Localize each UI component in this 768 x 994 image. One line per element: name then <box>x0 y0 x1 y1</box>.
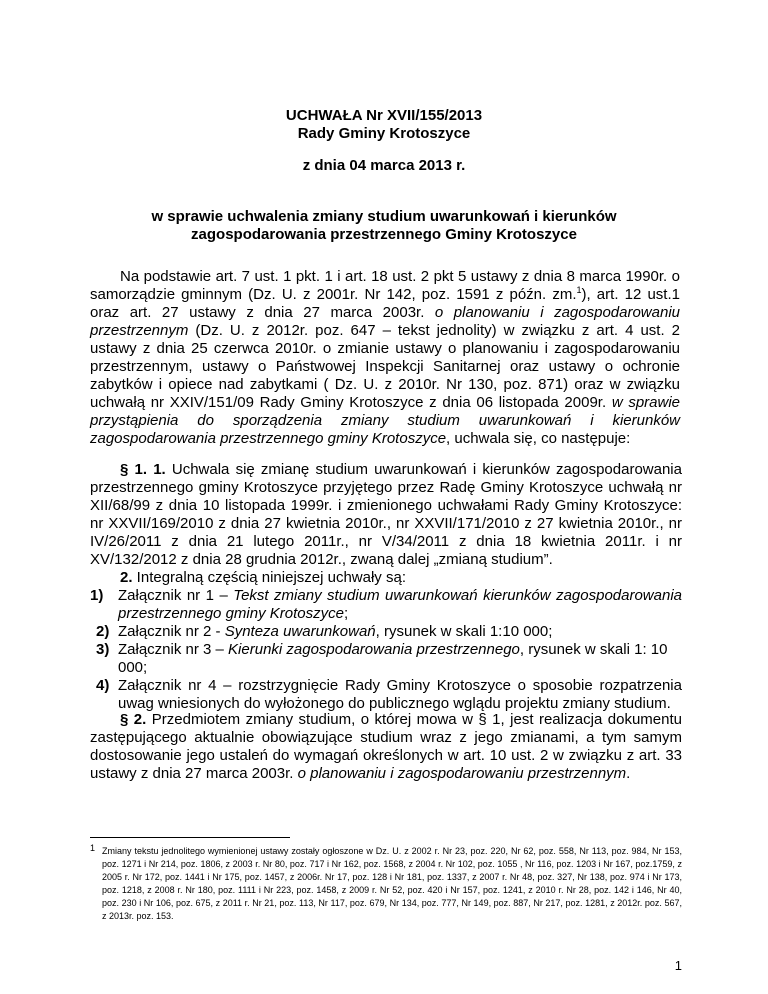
section-1-label: § 1. 1. <box>120 461 166 478</box>
footnote-number: 1 <box>90 843 96 853</box>
list-item: 2) Załącznik nr 2 - Synteza uwarunkowań, rysunek w skali 1:10 000; <box>96 623 553 640</box>
preamble-paragraph: Na podstawie art. 7 ust. 1 pkt. 1 i art. 18 ust. 2 pkt 5 ustawy z dnia 8 marca 1990r. o samorządzie gminnym (Dz. U. z 2001r. Nr 142, poz. 1591 z późn. zm.$^1$), art. 12 ust.1 oraz art. 27 ustawy z dnia 27 marca 2003r. o planowaniu i zagospodarowaniu przestrzennym (Dz. U. z 2012r. poz. 647 – tekst jednolity) w związku z art. 4 ust. 2 ustawy z dnia 25 czerwca 2010r. o zmianie ustawy o planowaniu i zagospodarowaniu przestrzennym, ustawy o Państwowej Inspekcji Sanitarnej oraz ustawy o ochronie zabytków i opiece nad zabytkami ( Dz. U. z 2010r. Nr 130, poz. 871) oraz w związku uchwałą nr XXIV/151/09 Rady Gminy Krotoszyce z dnia 06 listopada 2009r. w sprawie przystąpienia do sporządzenia zmiany studium uwarunkowań i kierunków zagospodarowania przestrzennego gminy Krotoszyce, uchwala się, co następuje: <box>90 268 681 447</box>
subject-line-2: zagospodarowania przestrzennego Gminy Krotoszyce <box>191 226 577 243</box>
resolution-date: z dnia 04 marca 2013 r. <box>302 157 466 174</box>
subject-line-1: w sprawie uchwalenia zmiany studium uwarunkowań i kierunków <box>151 208 617 225</box>
footnote-text: Zmiany tekstu jednolitego wymienionej ustawy zostały ogłoszone w Dz. U. z 2002 r. Nr 23, poz. 220, Nr 62, poz. 558, Nr 113, poz. 984, Nr 153, poz. 1271 i Nr 214, poz. 1806, z 2003 r. Nr 80, poz. 717 i Nr 162, poz. 1568, z 2004 r. Nr 102, poz. 1055 , Nr 116, poz. 1203 i Nr 167, poz.1759, z 2005 r. Nr 172, poz. 1441 i Nr 175, poz. 1457, z 2006r. Nr 17, poz. 128 i Nr 181, poz. 1337, z 2007 r. Nr 48, poz. 327, Nr 138, poz. 974 i Nr 173, poz. 1218, z 2008 r. Nr 180, poz. 1111 i Nr 223, poz. 1458, z 2009 r. Nr 52, poz. 420 i Nr 157, poz. 1241, z 2010 r. Nr 28, poz. 142 i 146, Nr 40, poz. 230 i Nr 106, poz. 675, z 2011 r. Nr 21, poz. 113, Nr 117, poz. 679, Nr 134, poz. 777, Nr 149, poz. 887, Nr 217, poz. 1281, z 2012r. poz. 567, z 2013r. poz. 153. <box>102 846 682 921</box>
section-2-label: § 2. <box>120 711 147 728</box>
resolution-issuer: Rady Gminy Krotoszyce <box>297 125 471 142</box>
section-1-point-2: 2. Integralną częścią niniejszej uchwały są: <box>120 569 406 586</box>
footnote-reference: 1 <box>576 285 582 295</box>
section-2-paragraph: § 2. Przedmiotem zmiany studium, o której mowa w § 1, jest realizacja dokumentu zastępującego aktualnie obowiązujące studium wraz z jego zmianami, a tym samym dostosowanie jego ustaleń do wymagań określonych w art. 10 ust. 2 w związku z art. 33 ustawy z dnia 27 marca 2003r. o planowaniu i zagospodarowaniu przestrzennym. <box>90 711 682 782</box>
list-item: 1) Załącznik nr 1 – Tekst zmiany studium uwarunkowań kierunków zagospodarowania przestrzennego gminy Krotoszyce; <box>90 587 682 622</box>
list-item: 4) Załącznik nr 4 – rozstrzygnięcie Rady Gminy Krotoszyce o sposobie rozpatrzenia uwag wniesionych do wyłożonego do publicznego wglądu projektu zmiany studium. <box>96 677 682 712</box>
footnote-divider <box>90 837 290 838</box>
list-item: 3) Załącznik nr 3 – Kierunki zagospodarowania przestrzennego, rysunek w skali 1: 10 000; <box>96 641 668 676</box>
footnote <box>90 845 682 923</box>
resolution-title: UCHWAŁA Nr XVII/155/2013 <box>285 107 483 124</box>
section-1-paragraph: § 1. 1. Uchwala się zmianę studium uwarunkowań i kierunków zagospodarowania przestrzennego gminy Krotoszyce przyjętego przez Radę Gminy Krotoszyce uchwałą nr XII/68/99 z dnia 10 listopada 1999r. i zmienionego uchwałami Rady Gminy Krotoszyce: nr XXVII/169/2010 z dnia 27 kwietnia 2010r., nr XXVII/171/2010 z 27 kwietnia 2010r., nr IV/26/2011 z dnia 21 lutego 2011r., nr V/34/2011 z dnia 18 kwietnia 2011r. i nr XV/132/2012 z dnia 28 grudnia 2012r., zwaną dalej „zmianą studium”. <box>90 461 682 568</box>
attachments-list <box>90 587 682 713</box>
page-number: 1 <box>674 958 682 973</box>
